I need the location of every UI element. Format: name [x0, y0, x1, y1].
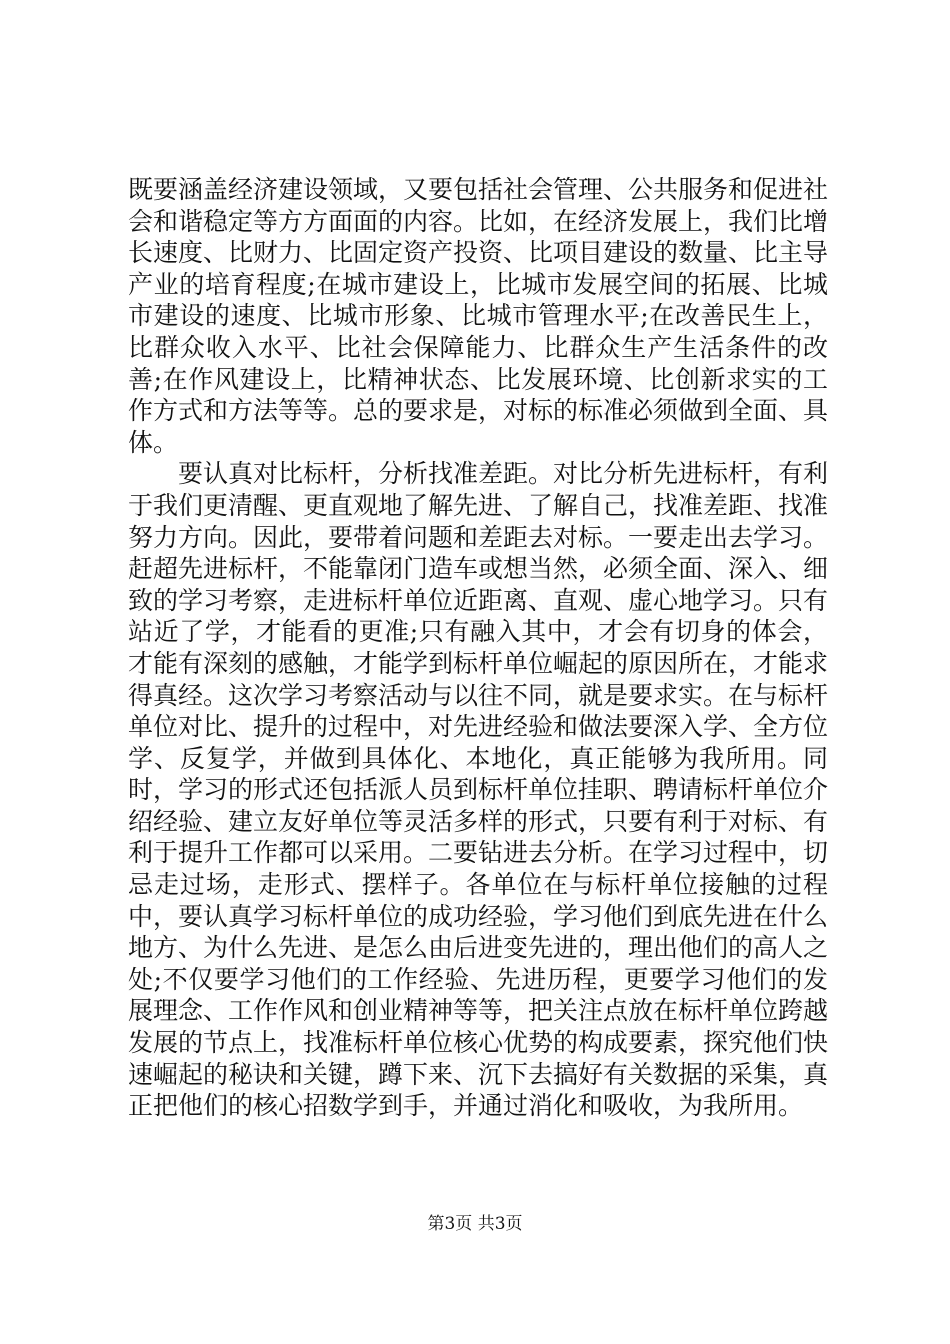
- document-body: [128, 174, 828, 1122]
- paragraph-1: 既要涵盖经济建设领域，又要包括社会管理、公共服务和促进社会和谐稳定等方方面面的内容。比如，在经济发展上，我们比增长速度、比财力、比固定资产投资、比项目建设的数量、比主导产业的培育程度;在城市建设上，比城市发展空间的拓展、比城市建设的速度、比城市形象、比城市管理水平;在改善民生上，比群众收入水平、比社会保障能力、比群众生产生活条件的改善;在作风建设上，比精神状态、比发展环境、比创新求实的工作方式和方法等等。总的要求是，对标的标准必须做到全面、具体。: [128, 175, 829, 457]
- page-number-footer: 第3页 共3页: [427, 1214, 523, 1234]
- paragraph-2: 要认真对比标杆，分析找准差距。对比分析先进标杆，有利于我们更清醒、更直观地了解先进、了解自己，找准差距、找准努力方向。因此，要带着问题和差距去对标。一要走出去学习。赶超先进标杆，不能靠闭门造车或想当然，必须全面、深入、细致的学习考察，走进标杆单位近距离、直观、虚心地学习。只有站近了学，才能看的更准;只有融入其中，才会有切身的体会，才能有深刻的感触，才能学到标杆单位崛起的原因所在，才能求得真经。这次学习考察活动与以往不同，就是要求实。在与标杆单位对比、提升的过程中，对先进经验和做法要深入学、全方位学、反复学，并做到具体化、本地化，真正能够为我所用。同时，学习的形式还包括派人员到标杆单位挂职、聘请标杆单位介绍经验、建立友好单位等灵活多样的形式，只要有利于对标、有利于提升工作都可以采用。二要钻进去分析。在学习过程中，切忌走过场，走形式、摆样子。各单位在与标杆单位接触的过程中，要认真学习标杆单位的成功经验，学习他们到底先进在什么地方、为什么先进、是怎么由后进变先进的，理出他们的高人之处;不仅要学习他们的工作经验、先进历程，更要学习他们的发展理念、工作作风和创业精神等等，把关注点放在标杆单位跨越发展的节点上，找准标杆单位核心优势的构成要素，探究他们快速崛起的秘诀和关键，蹲下来、沉下去搞好有关数据的采集，真正把他们的核心招数学到手，并通过消化和吸收，为我所用。: [128, 459, 829, 1121]
